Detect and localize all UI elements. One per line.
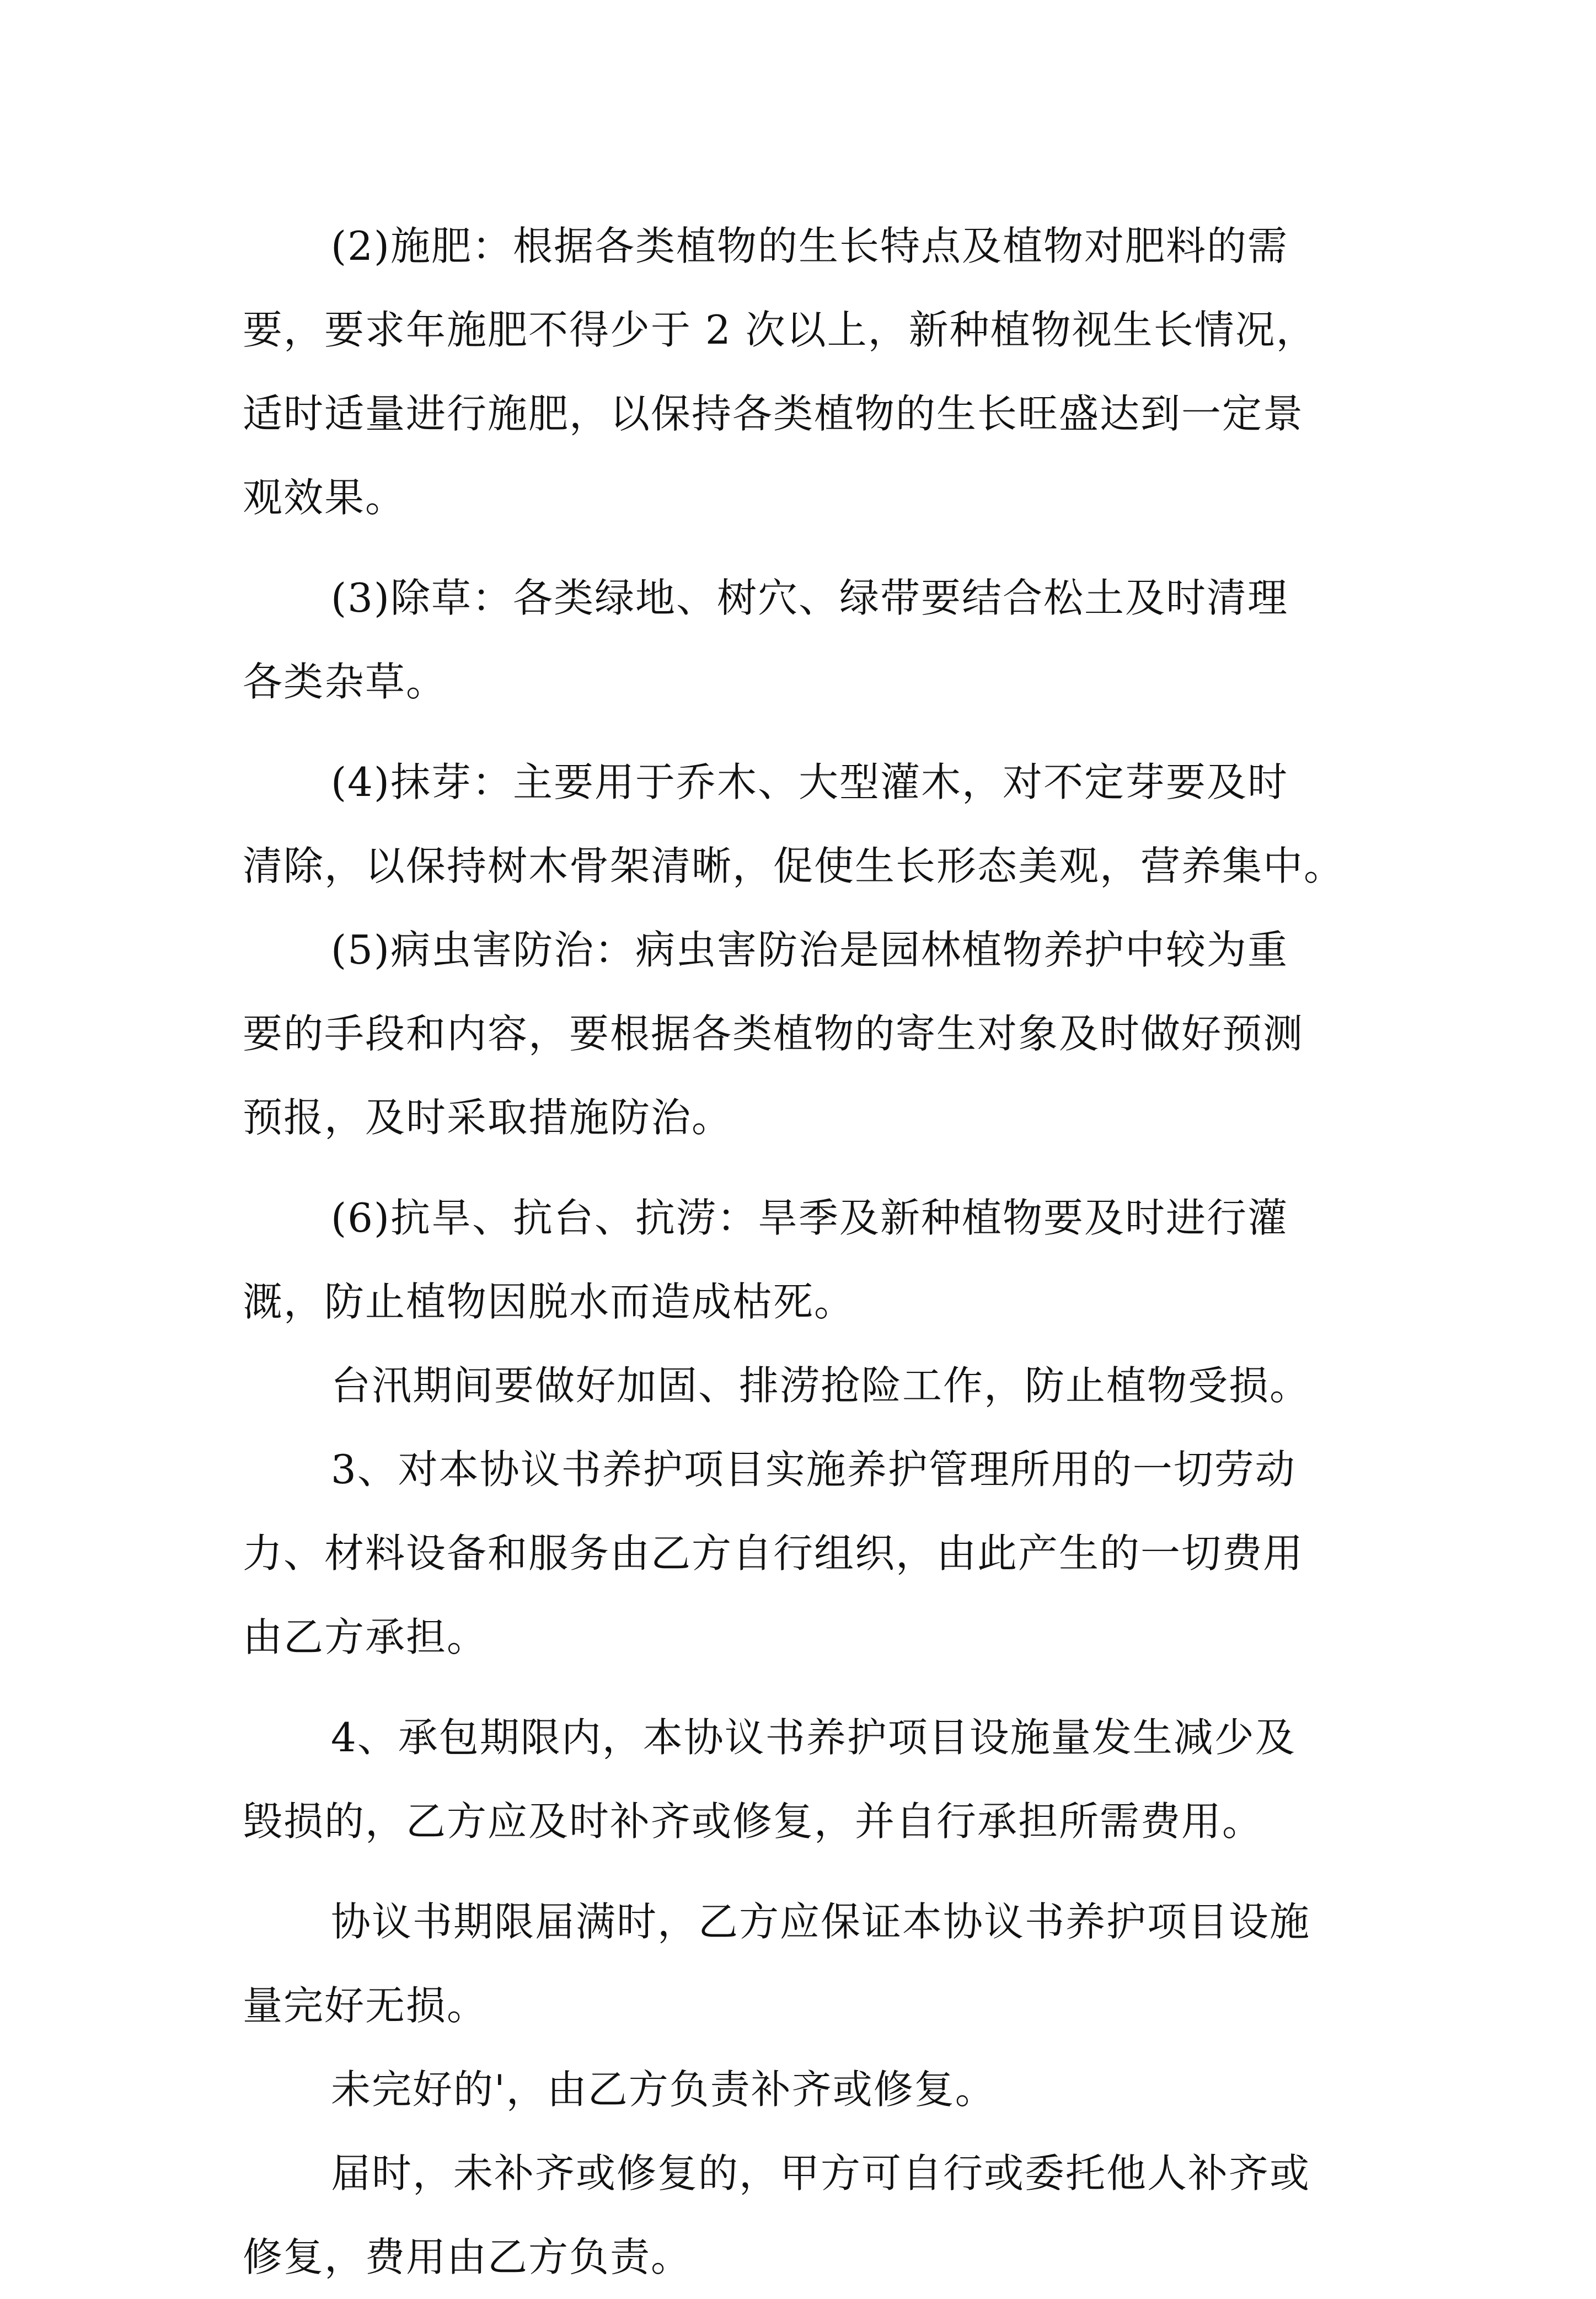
text-line: 由乙方承担。 bbox=[243, 1614, 488, 1660]
text-line: 力、材料设备和服务由乙方自行组织，由此产生的一切费用 bbox=[243, 1530, 1304, 1576]
text-line: 清除，以保持树木骨架清晰，促使生长形态美观，营养集中。 bbox=[243, 843, 1345, 889]
text-line: 量完好无损。 bbox=[243, 1982, 488, 2029]
text-line: 各类杂草。 bbox=[243, 659, 447, 705]
text-line: (6)抗旱、抗台、抗涝：旱季及新种植物要及时进行灌 bbox=[331, 1195, 1288, 1241]
text-line: 未完好的'，由乙方负责补齐或修复。 bbox=[331, 2066, 996, 2113]
text-line: 适时适量进行施肥，以保持各类植物的生长旺盛达到一定景 bbox=[243, 391, 1304, 437]
text-line: 预报，及时采取措施防治。 bbox=[243, 1094, 733, 1141]
paragraph-weeding bbox=[243, 556, 1368, 724]
paragraph-repair-fallback bbox=[243, 2131, 1368, 2299]
paragraph-drought-flood bbox=[243, 1176, 1368, 1344]
text-line: 3、对本协议书养护项目实施养护管理所用的一切劳动 bbox=[331, 1446, 1296, 1493]
text-line: (3)除草：各类绿地、树穴、绿带要结合松土及时清理 bbox=[331, 575, 1288, 621]
text-line: 要，要求年施肥不得少于 2 次以上，新种植物视生长情况， bbox=[243, 307, 1317, 353]
text-line: 毁损的，乙方应及时补齐或修复，并自行承担所需费用。 bbox=[243, 1798, 1263, 1844]
paragraph-typhoon bbox=[243, 1344, 1368, 1427]
paragraph-term-expiry bbox=[243, 1880, 1368, 2047]
text-line: 4、承包期限内，本协议书养护项目设施量发生减少及 bbox=[331, 1714, 1296, 1761]
document-body bbox=[243, 204, 1368, 2299]
paragraph-incomplete bbox=[243, 2047, 1368, 2131]
paragraph-bud-removal bbox=[243, 740, 1368, 908]
text-line: 台汛期间要做好加固、排涝抢险工作，防止植物受损。 bbox=[331, 1362, 1311, 1409]
text-line: 修复，费用由乙方负责。 bbox=[243, 2234, 692, 2280]
text-line: (2)施肥：根据各类植物的生长特点及植物对肥料的需 bbox=[331, 223, 1288, 269]
paragraph-clause-3 bbox=[243, 1427, 1368, 1679]
text-line: 届时，未补齐或修复的，甲方可自行或委托他人补齐或 bbox=[331, 2150, 1311, 2196]
text-line: (4)抹芽：主要用于乔木、大型灌木，对不定芽要及时 bbox=[331, 759, 1288, 805]
text-line: 协议书期限届满时，乙方应保证本协议书养护项目设施 bbox=[331, 1899, 1311, 1945]
paragraph-pest-control bbox=[243, 908, 1368, 1159]
text-line: (5)病虫害防治：病虫害防治是园林植物养护中较为重 bbox=[331, 927, 1288, 973]
text-line: 要的手段和内容，要根据各类植物的寄生对象及时做好预测 bbox=[243, 1011, 1304, 1057]
text-line: 溉，防止植物因脱水而造成枯死。 bbox=[243, 1279, 855, 1325]
text-line: 观效果。 bbox=[243, 474, 406, 521]
paragraph-fertilizing bbox=[243, 204, 1368, 539]
paragraph-clause-4 bbox=[243, 1696, 1368, 1863]
